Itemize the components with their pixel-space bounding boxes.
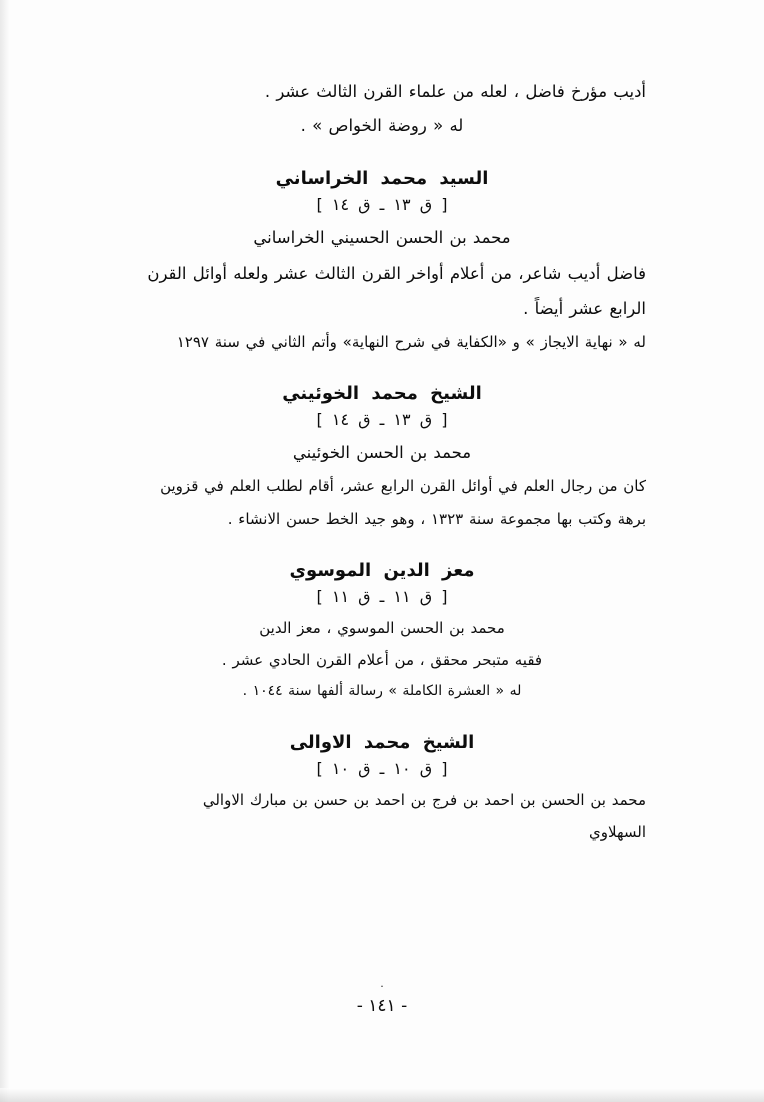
entry-title: السيد محمد الخراساني [275, 168, 489, 190]
entry-line: فاضل أديب شاعر، من أعلام أواخر القرن الثالث عشر ولعله أوائل القرن [147, 263, 646, 283]
entry-title: الشيخ محمد الخوئيني [282, 383, 482, 405]
entry-muizz-al-din-al-musawi [118, 560, 646, 706]
entry-line: السهلاوي [589, 822, 646, 841]
entry-line: محمد بن الحسن الموسوي ، معز الدين [259, 618, 505, 637]
entry-khoeini [118, 383, 646, 534]
intro-line-1: أديب مؤرخ فاضل ، لعله من علماء القرن الثالث عشر . [264, 82, 646, 101]
entry-line: كان من رجال العلم في أوائل القرن الرابع عشر، أقام لطلب العلم في قزوين [160, 477, 646, 496]
entry-line: برهة وكتب بها مجموعة سنة ١٣٢٣ ، وهو جيد الخط حسن الانشاء . [227, 509, 646, 528]
entry-line: له « العشرة الكاملة » رسالة ألفها سنة ١٠٤٤ . [242, 683, 522, 700]
page-number: - ١٤١ - [356, 996, 408, 1016]
entry-line: محمد بن الحسن الحسيني الخراساني [253, 228, 511, 248]
page-mark-dot: . [380, 977, 384, 990]
entry-line: الرابع عشر أيضاً . [523, 298, 646, 318]
entry-line: محمد بن الحسن بن احمد بن فرج بن احمد بن حسن بن مبارك الاوالي [202, 790, 646, 809]
entry-title: معز الدين الموسوي [289, 559, 475, 581]
entry-al-awali [118, 732, 646, 848]
entry-dates: [ ق ١٠ ـ ق ١٠ ] [316, 758, 448, 778]
entry-dates: [ ق ١٣ ـ ق ١٤ ] [316, 410, 448, 430]
entry-line: فقيه متبحر محقق ، من أعلام القرن الحادي عشر . [221, 651, 543, 670]
entry-khurasani [118, 168, 646, 357]
entry-dates: [ ق ١٣ ـ ق ١٤ ] [316, 195, 448, 215]
page-content [118, 76, 646, 850]
entry-line: له « نهاية الايجاز » و «الكفاية في شرح النهاية» وأتم الثاني في سنة ١٢٩٧ [176, 332, 646, 351]
entry-title: الشيخ محمد الاوالى [289, 731, 475, 753]
intro-line-2: له « روضة الخواص » . [300, 116, 464, 136]
entry-line: محمد بن الحسن الخوئيني [292, 443, 472, 463]
intro-block [118, 76, 646, 142]
page-edge-shadow-left [0, 0, 10, 1102]
entry-dates: [ ق ١١ ـ ق ١١ ] [316, 586, 448, 606]
page-edge-shadow-bottom [0, 1088, 764, 1102]
